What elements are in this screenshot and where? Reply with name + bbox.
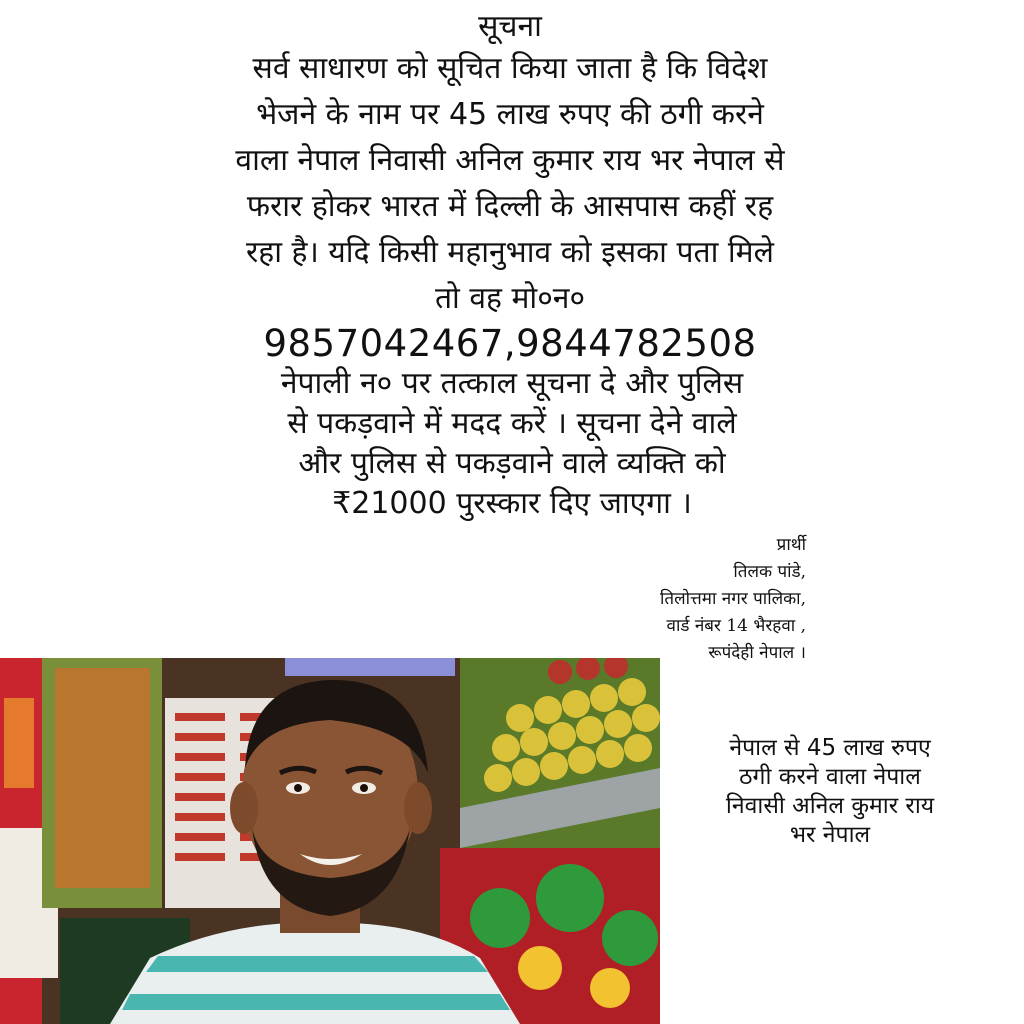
reward-line: ₹21000 पुरस्कार दिए जाएगा । [332, 486, 692, 521]
sender-block [506, 532, 806, 667]
person-photo [0, 658, 660, 1024]
caption-line: निवासी अनिल कुमार राय [725, 793, 935, 819]
notice-line: फरार होकर भारत में दिल्ली के आसपास कहीं रह [246, 189, 774, 224]
sender-line: तिलोत्तमा नगर पालिका, [660, 589, 806, 609]
notice-title: सूचना [478, 9, 542, 44]
caption-line: नेपाल से 45 लाख रुपए [729, 735, 931, 761]
photo-caption [680, 734, 980, 850]
sender-line: तिलक पांडे, [733, 562, 806, 582]
notice-line: भेजने के नाम पर 45 लाख रुपए की ठगी करने [256, 97, 764, 132]
notice-body-continued [150, 364, 870, 524]
sender-line: वार्ड नंबर 14 भैरहवा , [666, 616, 806, 636]
caption-line: भर नेपाल [789, 822, 871, 848]
notice-line: वाला नेपाल निवासी अनिल कुमार राय भर नेपाल से [235, 143, 785, 178]
notice-line: सर्व साधारण को सूचित किया जाता है कि विदेश [252, 51, 768, 86]
notice-line: रहा है। यदि किसी महानुभाव को इसका पता मिले [246, 235, 774, 270]
notice-body [150, 46, 870, 322]
photo-illustration [0, 658, 660, 1024]
notice-block [150, 8, 870, 524]
notice-line: नेपाली न० पर तत्काल सूचना दे और पुलिस [280, 366, 744, 401]
notice-line: से पकड़वाने में मदद करें । सूचना देने वाले [287, 406, 737, 441]
phone-numbers: 9857042467,9844782508 [263, 322, 757, 365]
notice-line: और पुलिस से पकड़वाने वाले व्यक्ति को [298, 446, 726, 481]
sender-line: प्रार्थी [776, 535, 806, 555]
sender-line: रूपंदेही नेपाल । [708, 643, 806, 663]
caption-line: ठगी करने वाला नेपाल [739, 764, 921, 790]
notice-line: तो वह मो०न० [434, 281, 586, 316]
